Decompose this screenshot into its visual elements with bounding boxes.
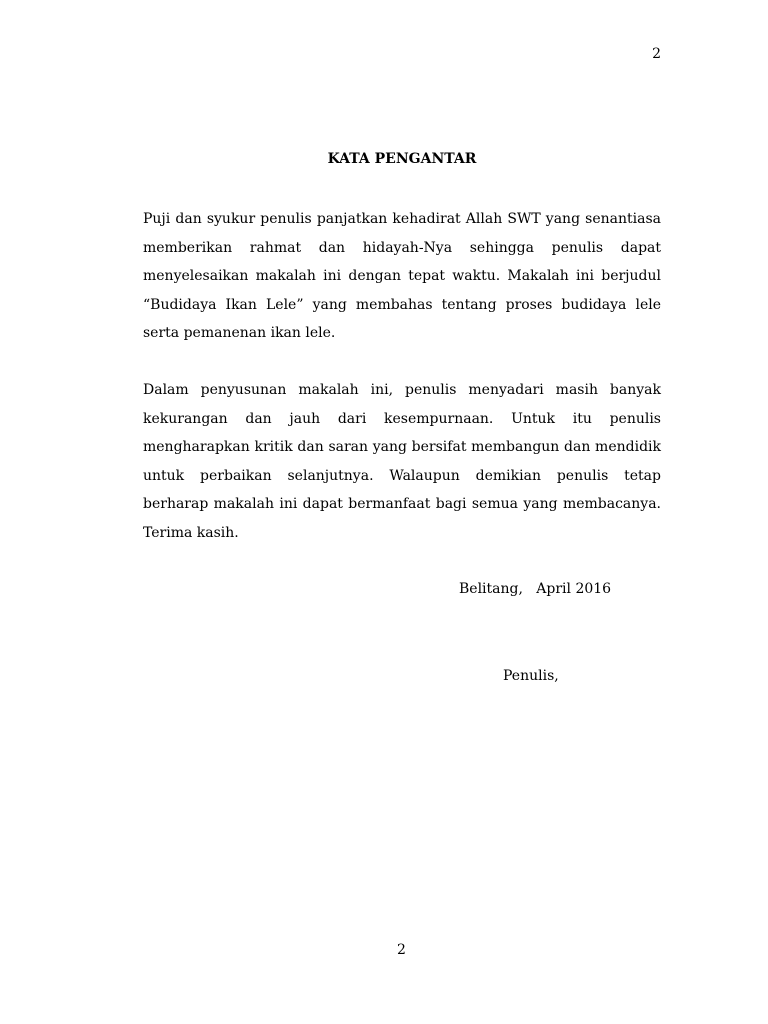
place-date: Belitang, April 2016	[459, 581, 612, 597]
page-number-bottom: 2	[397, 942, 406, 958]
signoff: Penulis,	[503, 668, 559, 684]
page-title: KATA PENGANTAR	[327, 151, 477, 167]
page-number-top: 2	[652, 46, 661, 62]
paragraph-intro: Puji dan syukur penulis panjatkan kehadirat Allah SWT yang senantiasa memberikan rahmat dan hidayah-Nya sehingga penulis dapat menyelesaikan makalah ini dengan tepat waktu. Makalah ini berjudul “Budidaya Ikan Lele” yang membahas tentang proses budidaya lele serta pemanenan ikan lele.	[143, 211, 661, 342]
paragraph-closing: Dalam penyusunan makalah ini, penulis menyadari masih banyak kekurangan dan jauh dari kesempurnaan. Untuk itu penulis mengharapkan kritik dan saran yang bersifat membangun dan mendidik untuk perbaikan selanjutnya. Walaupun demikian penulis tetap berharap makalah ini dapat bermanfaat bagi semua yang membacanya. Terima kasih.	[143, 382, 661, 541]
